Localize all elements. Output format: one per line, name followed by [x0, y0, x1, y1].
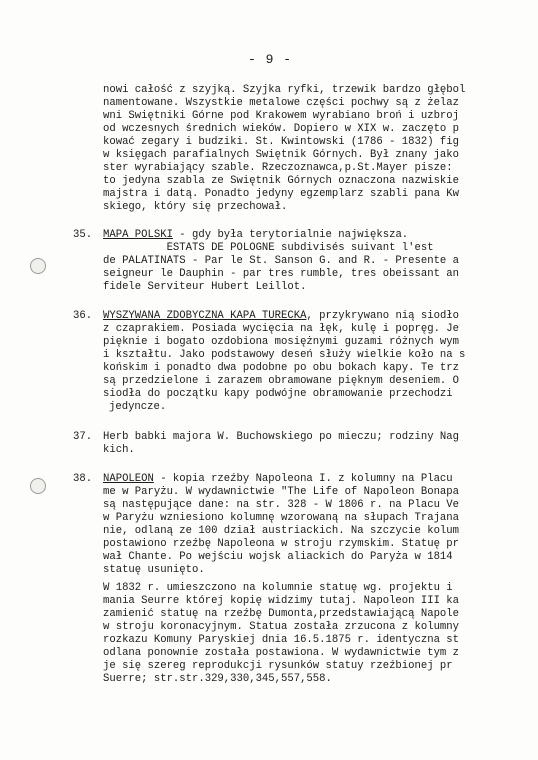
text-line: siodła do początku kapy podwójne obramowanie przechodzi [103, 388, 453, 400]
item-number: 38. [73, 473, 93, 485]
text-line: namentowane. Wszystkie metalowe części pochwy są z żelaz [103, 97, 460, 109]
item-number: 36. [73, 310, 93, 322]
text-line: statuę usunięto. [103, 564, 205, 576]
text-line: kich. [103, 444, 135, 456]
text-line: kować zegary i budziki. St. Kwintowski (1786 - 1832) fig [103, 136, 460, 148]
item-first-line [103, 473, 453, 486]
text-line: nie, odlaną ze 100 dział austriackich. Na szczycie kolum [103, 525, 460, 537]
text-line: pięknie i bogato ozdobiona mosiężnymi guzami różnych wym [103, 336, 460, 348]
text-line: skiego, który się przechował. [103, 201, 288, 213]
item-text: - gdy była terytorialnie największa. [172, 229, 409, 241]
text-line: rozkazu Komuny Paryskiej dnia 16.5.1875 r. identyczna st [103, 634, 460, 646]
text-line: me w Paryżu. W wydawnictwie "The Life of Napoleon Bonapa [103, 486, 460, 498]
text-line: W 1832 r. umieszczono na kolumnie statuę wg. projektu i [103, 582, 453, 594]
item-title: MAPA POLSKI [103, 229, 173, 241]
text-line: od wczesnych średnich wieków. Dopiero w XIX w. zaczęto p [103, 123, 460, 135]
text-line: w Paryżu wzniesiono kolumnę wzorowaną na słupach Trajana [103, 512, 460, 524]
text-line: z czaprakiem. Posiada wycięcia na łęk, kulę i popręg. Je [103, 323, 460, 335]
text-line: w księgach parafialnych Świętnik Górnych. Był znany jako [103, 149, 460, 161]
text-line: je się szereg reprodukcji rysunków statuy rzeźbionej pr [103, 660, 453, 672]
text-line: nowi całość z szyjką. Szyjka ryfki, trzewik bardzo głębol [103, 84, 466, 96]
text-line: końskim i ponadto dwa podobne po obu bokach kapy. Te trz [103, 362, 460, 374]
page-number: - 9 - [248, 52, 293, 67]
item-first-line [103, 229, 408, 242]
item-title: NAPOLEON [103, 473, 154, 485]
text-line: to jedyna szabla ze Świętnik Górnych oznaczona nazwiskie [103, 175, 460, 187]
text-line: seigneur le Dauphin - par tres rumble, tres obeissant an [103, 268, 460, 280]
text-line: mania Seurre której kopię widzimy tutaj. Napoleon III ka [103, 595, 460, 607]
text-line: fidele Serviteur Hubert Leillot. [103, 281, 307, 293]
text-line: wni Świętniki Górne pod Krakowem wyrabiano broń i uzbroj [103, 110, 460, 122]
text-line: są następujące dane: na str. 328 - W 1806 r. na Placu Ve [103, 499, 460, 511]
text-line: są przedzielone i zarazem obramowane pięknym deseniem. O [103, 375, 460, 387]
punch-hole-icon [30, 478, 46, 494]
text-line: Herb babki majora W. Buchowskiego po mieczu; rodziny Nag [103, 431, 460, 443]
text-line: postawiono rzeźbę Napoleona w stroju rzymskim. Statuę pr [103, 538, 460, 550]
text-line: ster wyrabiający szable. Rzeczoznawca,p.St.Mayer pisze: [103, 162, 453, 174]
item-first-line [103, 310, 459, 323]
text-line: jedyncze. [109, 401, 167, 413]
text-line: de PALATINATS - Par le St. Sanson G. and R. - Presente a [103, 255, 460, 267]
text-line: zamienić statuę na rzeźbę Dumonta,przedstawiającą Napole [103, 608, 460, 620]
item-number: 37. [73, 431, 93, 443]
item-text: - kopia rzeźby Napoleona I. z kolumny na Placu [153, 473, 453, 485]
text-line: Suerre; str.str.329,330,345,557,558. [103, 673, 332, 685]
punch-hole-icon [30, 258, 46, 274]
text-line: ÉSTATS DE POLOGNE subdivisés suivant l'est [103, 242, 434, 254]
text-line: majstra i datą. Ponadto jedyny egzemplarz szabli pana Kw [103, 188, 460, 200]
text-line: odlana ponownie została postawiona. W wydawnictwie tym z [103, 647, 460, 659]
item-text: , przykrywano nią siodło [306, 310, 460, 322]
item-number: 35. [73, 229, 93, 241]
text-line: w stroju koronacyjnym. Statua została zrzucona z kolumny [103, 621, 460, 633]
text-line: i kształtu. Jako podstawowy deseń służy wielkie koło na s [103, 349, 466, 361]
text-line: wał Chante. Po wejściu wojsk aliackich do Paryża w 1814 [103, 551, 453, 563]
item-title: WYSZYWANA ZDOBYCZNA KAPA TURECKA [103, 310, 307, 322]
